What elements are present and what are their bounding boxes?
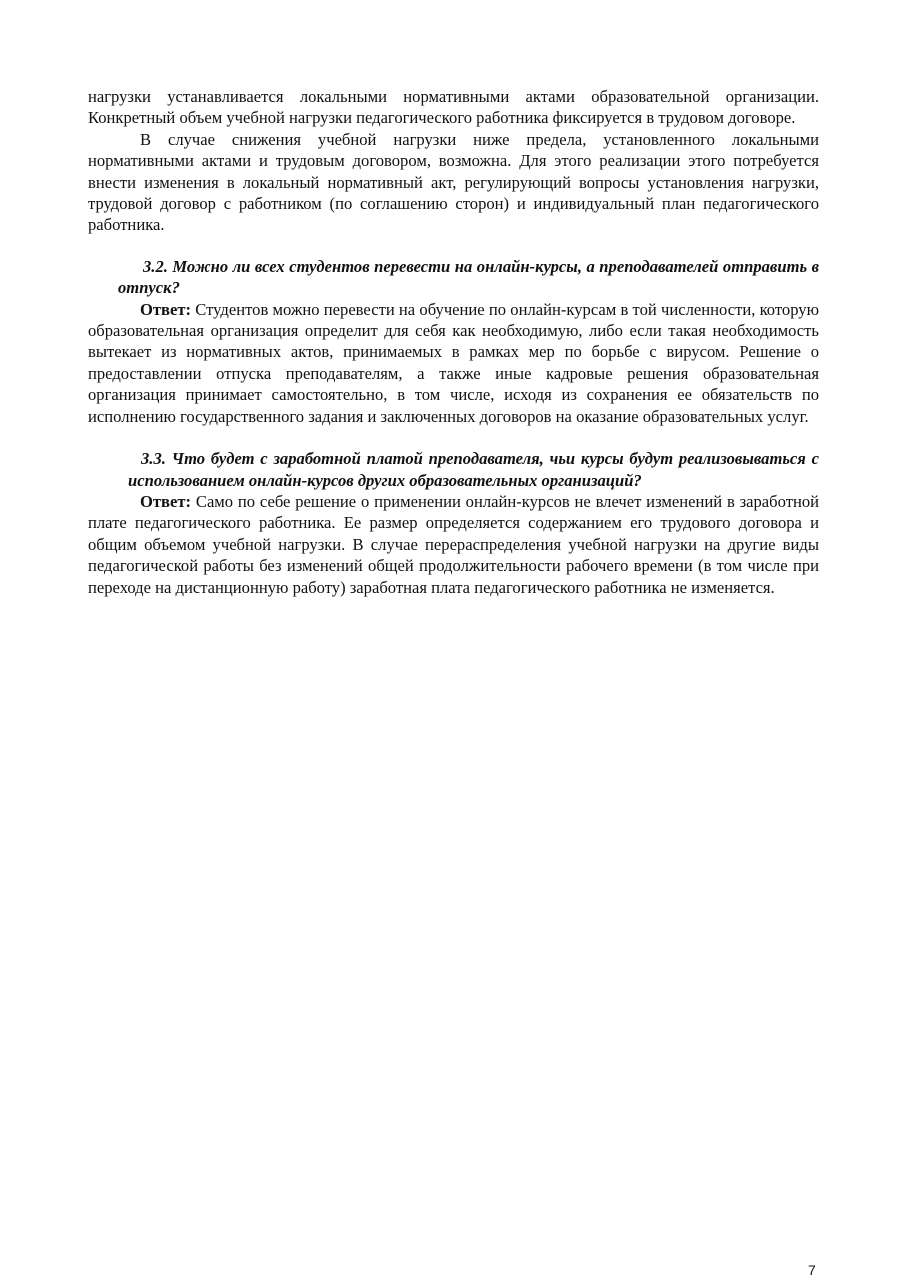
question-3-3: 3.3. Что будет с заработной платой преподавателя, чьи курсы будут реализовываться с использованием онлайн-курсов других образовательных организаций? (128, 449, 819, 490)
question-3-2: 3.2. Можно ли всех студентов перевести на онлайн-курсы, а преподавателей отправить в отпуск? (118, 256, 819, 298)
paragraph-workload-continuation: нагрузки устанавливается локальными нормативными актами образовательной организации. Конкретный объем учебной нагрузки педагогического работника фиксируется в трудовом договоре. (88, 87, 819, 128)
answer-text: Само по себе решение о применении онлайн-курсов не влечет изменений в заработной плате педагогического работника. Ее размер определяется содержанием его трудового договора и общим объемом учебной нагрузки. В случае перераспределения учебной нагрузки на другие виды педагогической работы без изменений общей продолжительности рабочего времени (в том числе при переходе на дистанционную работу) заработная плата педагогического работника не изменяется. (88, 491, 819, 597)
answer-3-3 (88, 491, 819, 598)
answer-text: Студентов можно перевести на обучение по онлайн-курсам в той численности, которую образовательная организация определит для себя как необходимую, либо если такая необходимость вытекает из нормативных актов, принимаемых в рамках мер по борьбе с вирусом. Решение о предоставлении отпуска преподавателям, а также иные кадровые решения образовательная организация принимает самостоятельно, в том числе, исходя из сохранения ее обязательств по исполнению государственного задания и заключенных договоров на оказание образовательных услуг. (88, 299, 819, 426)
answer-label: Ответ: (140, 491, 192, 511)
document-body (88, 86, 819, 598)
page-number: 7 (808, 1262, 816, 1278)
answer-3-2 (88, 299, 819, 427)
paragraph-workload-reduction: В случае снижения учебной нагрузки ниже предела, установленного локальными нормативными актами и трудовым договором, возможна. Для этого реализации этого потребуется внести изменения в локальный нормативный акт, регулирующий вопросы установления нагрузки, трудовой договор с работником (по соглашению сторон) и индивидуальный план педагогического работника. (88, 129, 819, 235)
answer-label: Ответ: (140, 299, 192, 319)
